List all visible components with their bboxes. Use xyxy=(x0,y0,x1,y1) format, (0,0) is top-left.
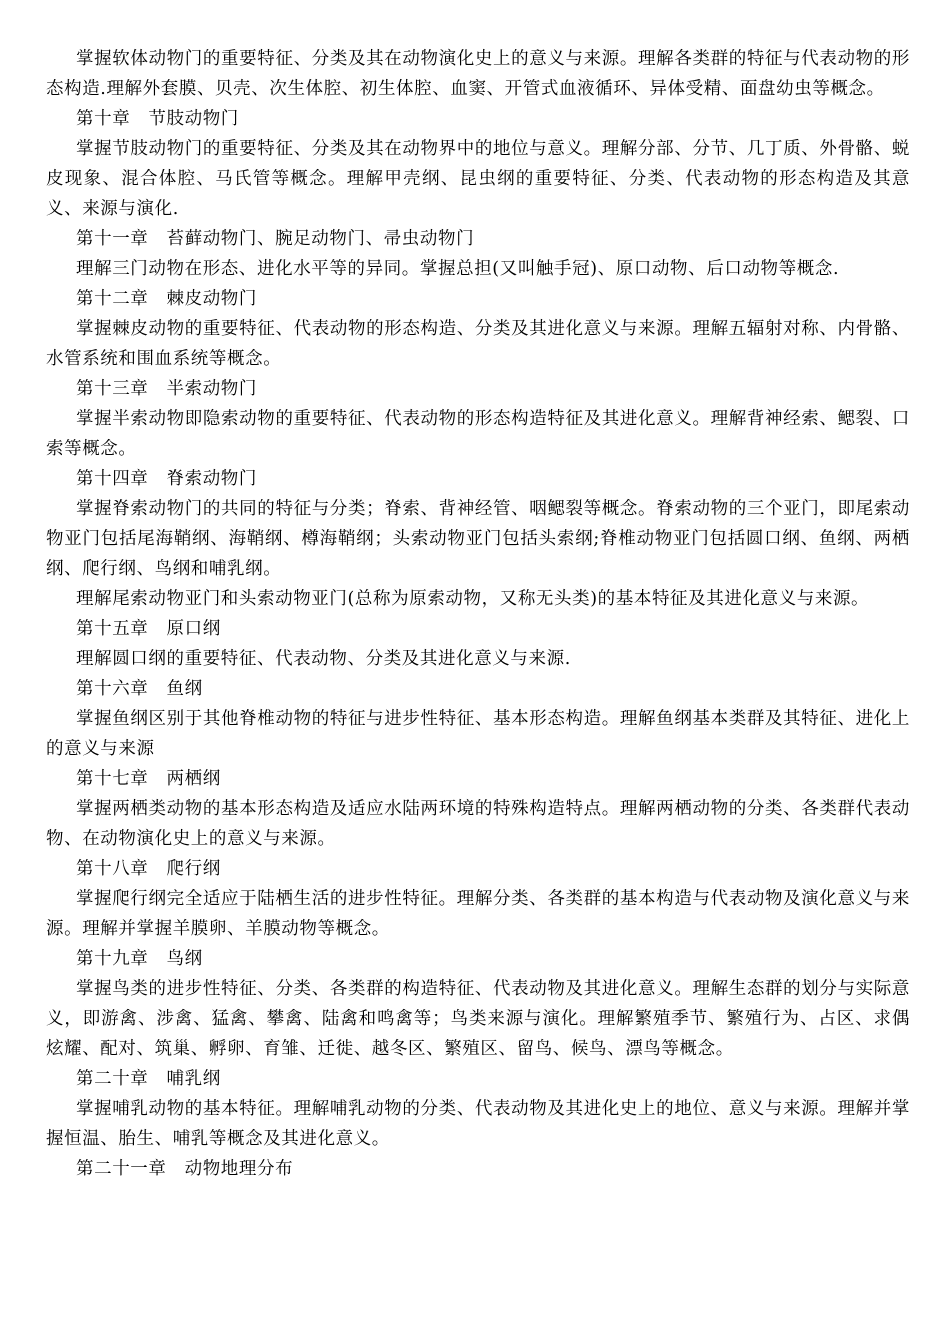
chapter-heading-21: 第二十一章 动物地理分布 xyxy=(76,1159,294,1179)
chapter-heading-14: 第十四章 脊索动物门 xyxy=(76,469,257,489)
chapter-heading-15: 第十五章 原口纲 xyxy=(76,619,221,639)
paragraph-echinodermata: 掌握棘皮动物的重要特征、代表动物的形态构造、分类及其进化意义与来源。理解五辐射对称、内骨骼、水管系统和围血系统等概念。 xyxy=(46,319,910,369)
paragraph-aves: 掌握鸟类的进步性特征、分类、各类群的构造特征、代表动物及其进化意义。理解生态群的划分与实际意义，即游禽、涉禽、猛禽、攀禽、陆禽和鸣禽等；鸟类来源与演化。理解繁殖季节、繁殖行为、占区、求偶炫耀、配对、筑巢、孵卵、育雏、迁徙、越冬区、繁殖区、留鸟、候鸟、漂鸟等概念。 xyxy=(46,979,910,1059)
chapter-heading-19: 第十九章 鸟纲 xyxy=(76,949,203,969)
paragraph-amphibia: 掌握两栖类动物的基本形态构造及适应水陆两环境的特殊构造特点。理解两栖动物的分类、各类群代表动物、在动物演化史上的意义与来源。 xyxy=(46,799,910,849)
chapter-heading-11: 第十一章 苔藓动物门、腕足动物门、帚虫动物门 xyxy=(76,229,475,249)
paragraph-mollusca: 掌握软体动物门的重要特征、分类及其在动物演化史上的意义与来源。理解各类群的特征与代表动物的形态构造.理解外套膜、贝壳、次生体腔、初生体腔、血窦、开管式血液循环、异体受精、面盘幼虫等概念。 xyxy=(46,49,910,99)
paragraph-pisces: 掌握鱼纲区别于其他脊椎动物的特征与进步性特征、基本形态构造。理解鱼纲基本类群及其特征、进化上的意义与来源 xyxy=(46,709,910,759)
paragraph-hemichordata: 掌握半索动物即隐索动物的重要特征、代表动物的形态构造特征及其进化意义。理解背神经索、鳃裂、口索等概念。 xyxy=(46,409,910,459)
chapter-heading-20: 第二十章 哺乳纲 xyxy=(76,1069,221,1089)
paragraph-arthropoda: 掌握节肢动物门的重要特征、分类及其在动物界中的地位与意义。理解分部、分节、几丁质、外骨骼、蜕皮现象、混合体腔、马氏管等概念。理解甲壳纲、昆虫纲的重要特征、分类、代表动物的形态构造及其意义、来源与演化. xyxy=(46,139,910,219)
paragraph-chordata: 掌握脊索动物门的共同的特征与分类；脊索、背神经管、咽鳃裂等概念。脊索动物的三个亚门，即尾索动物亚门包括尾海鞘纲、海鞘纲、樽海鞘纲；头索动物亚门包括头索纲;脊椎动物亚门包括圆口纲、鱼纲、两栖纲、爬行纲、鸟纲和哺乳纲。 xyxy=(46,499,910,579)
chapter-heading-12: 第十二章 棘皮动物门 xyxy=(76,289,257,309)
chapter-heading-16: 第十六章 鱼纲 xyxy=(76,679,203,699)
chapter-heading-17: 第十七章 两栖纲 xyxy=(76,769,221,789)
paragraph-cyclostomata: 理解圆口纲的重要特征、代表动物、分类及其进化意义与来源. xyxy=(76,649,571,669)
paragraph-protochordates: 理解尾索动物亚门和头索动物亚门(总称为原索动物，又称无头类)的基本特征及其进化意义与来源。 xyxy=(76,589,870,609)
chapter-heading-10: 第十章 节肢动物门 xyxy=(76,109,239,129)
paragraph-reptilia: 掌握爬行纲完全适应于陆栖生活的进步性特征。理解分类、各类群的基本构造与代表动物及演化意义与来源。理解并掌握羊膜卵、羊膜动物等概念。 xyxy=(46,889,910,939)
paragraph-lophophorates: 理解三门动物在形态、进化水平等的异同。掌握总担(又叫触手冠)、原口动物、后口动物等概念. xyxy=(76,259,840,279)
document-page xyxy=(46,44,910,1184)
chapter-heading-13: 第十三章 半索动物门 xyxy=(76,379,257,399)
paragraph-mammalia: 掌握哺乳动物的基本特征。理解哺乳动物的分类、代表动物及其进化史上的地位、意义与来源。理解并掌握恒温、胎生、哺乳等概念及其进化意义。 xyxy=(46,1099,910,1149)
chapter-heading-18: 第十八章 爬行纲 xyxy=(76,859,221,879)
